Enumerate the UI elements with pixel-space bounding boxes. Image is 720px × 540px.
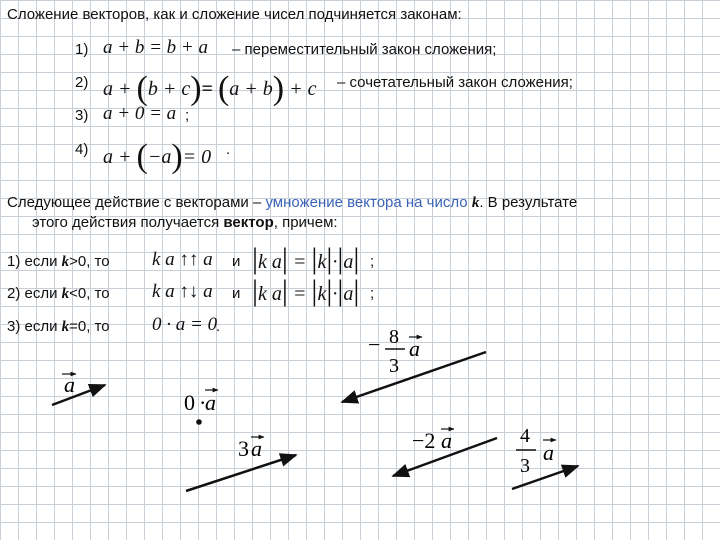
case-1-and: и [232,253,241,270]
paragraph-text-1: Следующее действие с векторами – [7,194,266,211]
svg-text:a: a [543,440,554,465]
zero-vector-label [184,390,218,415]
law-2-number: 2) [75,74,89,91]
svg-text:·: · [199,390,207,415]
law-1-number: 1) [75,41,89,58]
law-4-number: 4) [75,141,89,158]
law-3-description: ; [185,107,190,124]
paragraph-vector-word: вектор [223,214,274,231]
svg-text:3: 3 [520,455,530,477]
case-1-formula: k a ↑↑ a [152,249,213,270]
svg-text:a: a [441,428,452,453]
svg-text:a: a [409,336,420,361]
case-2-k: k [61,286,70,302]
page-heading: Сложение векторов, как и сложение чисел подчиняется законам: [7,6,462,23]
vector-neg-two-a-label [412,428,454,453]
svg-text:a: a [205,390,216,415]
vector-three-a-label [238,436,264,461]
paragraph-text-2: . В результате [479,194,578,211]
svg-text:3: 3 [238,436,249,461]
law-3-number: 3) [75,107,89,124]
law-3-formula: a + 0 = a [103,103,177,124]
paragraph-k: k [471,195,480,211]
law-4-description: . [226,141,231,158]
case-2-and: и [232,285,241,302]
case-3-prefix: 3) если [7,318,62,335]
case-2-modulus: |k a| = |k|·|a| [252,274,360,307]
vector-four-thirds-a-label [516,425,556,477]
law-1-formula: a + b = b + a [103,37,208,58]
svg-text:a: a [64,372,75,397]
svg-text:a: a [251,436,262,461]
case-2-formula: k a ↑↓ a [152,281,213,302]
case-1-modulus: |k a| = |k|·|a| [252,242,360,275]
svg-text:4: 4 [520,425,530,447]
paragraph-text-4: , причем: [273,214,338,231]
svg-text:−2: −2 [412,428,436,453]
law-2-formula: a + (b + c)= (a + b) + c [103,70,317,107]
case-2-end: ; [370,285,375,302]
law-2-description: – сочетательный закон сложения; [337,74,573,91]
vector-a-arrow [52,385,105,405]
case-3-formula: 0 · a = 0 [152,314,218,335]
zero-vector-point [196,419,202,425]
case-3-k: k [61,319,70,335]
case-1-end: ; [370,253,375,270]
svg-text:8: 8 [389,326,399,348]
paragraph-accent: умножение вектора на число [265,194,468,211]
vector-a-label [62,372,76,397]
case-2-cond: <0, то [69,285,110,302]
case-1-prefix: 1) если [7,253,62,270]
svg-text:−: − [368,332,381,357]
law-1-description: – переместительный закон сложения; [232,41,497,58]
vector-neg-eight-thirds-a-label [368,326,422,377]
case-2-prefix: 2) если [7,285,62,302]
case-1-k: k [61,254,70,270]
case-3-cond: =0, то [69,318,110,335]
svg-text:0: 0 [184,390,195,415]
svg-text:3: 3 [389,355,399,377]
case-3-end: . [216,318,221,335]
case-1-cond: >0, то [69,253,110,270]
paragraph-text-3: этого действия получается [32,214,224,231]
law-4-formula: a + (−a)= 0 [103,138,212,175]
